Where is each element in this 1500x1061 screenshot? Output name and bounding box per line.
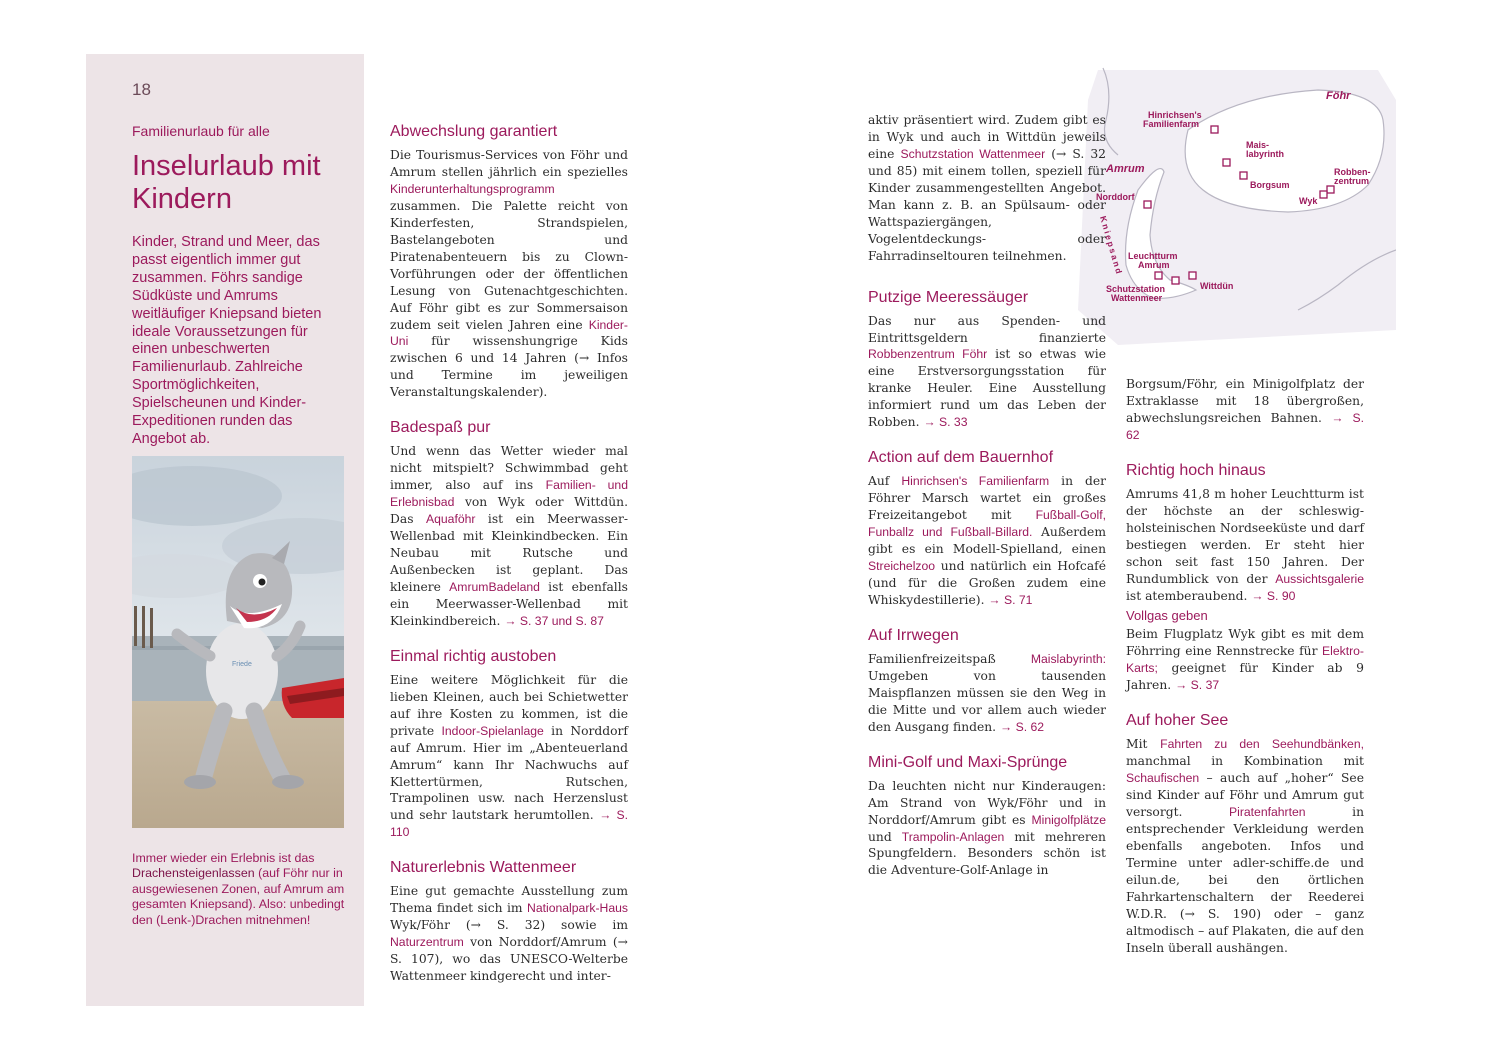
caption-text: Immer wieder ein Erlebnis ist das bbox=[132, 851, 315, 865]
highlight-link: Naturzentrum bbox=[390, 935, 464, 950]
highlight-link: Hinrichsen's Familienfarm bbox=[901, 474, 1050, 489]
highlight-link: Schaufischen bbox=[1126, 771, 1200, 786]
highlight-link: Nationalpark-Haus bbox=[527, 901, 628, 916]
highlight-link: Schutzstation Wattenmeer bbox=[900, 146, 1046, 161]
map-label-wyk: Wyk bbox=[1299, 196, 1318, 206]
map-label-borgsum: Borgsum bbox=[1250, 180, 1290, 190]
heading-hoch: Richtig hoch hinaus bbox=[1126, 461, 1266, 479]
page-number: 18 bbox=[132, 80, 151, 99]
page-reference: → S. 33 bbox=[923, 415, 968, 430]
highlight-link: Kinder-Uni bbox=[390, 317, 628, 349]
heading-abwechslung: Abwechslung garantiert bbox=[390, 123, 558, 140]
heading-austoben: Einmal richtig austoben bbox=[390, 647, 557, 665]
map-label-familienfarm: Familienfarm bbox=[1143, 119, 1200, 129]
paragraph-austoben: Eine weitere Möglichkeit für die lieben Kleinen, auch bei Schietwetter auf ihre Kosten zu kommen, ist die private Indoor-Spielanlage in Norddorf auf Amrum. Hier im „Abenteuerland Amrum“ kann Ihr Nachwuchs auf Klettertürmen, Rutschen, Trampolinen usw. nach Herzenslust und sehr lautstark herumtollen. → S. 110 bbox=[390, 672, 628, 840]
map-label-kniepsand: Kniepsand bbox=[1098, 214, 1125, 277]
paragraph-minigolf: Da leuchten nicht nur Kinderaugen: Am Strand von Wyk/Föhr und in Norddorf/Amrum gibt es Minigolfplätze und Trampolin-Anlagen mit mehreren Spungfeldern. Besonders schön ist die Adventure-Golf-Anlage in bbox=[868, 778, 1106, 878]
column-1 bbox=[390, 121, 628, 985]
section-kicker: Familienurlaub für alle bbox=[132, 123, 270, 139]
map-marker-wyk bbox=[1320, 191, 1327, 198]
map-label-wattenmeer: Wattenmeer bbox=[1111, 293, 1163, 303]
heading-badespass: Badespaß pur bbox=[390, 419, 491, 437]
map-marker-robbenzentrum bbox=[1327, 186, 1334, 193]
map-marker-hinrichsen bbox=[1211, 126, 1218, 133]
highlight-link: Minigolfplätze bbox=[1031, 812, 1106, 827]
map-graphic bbox=[1078, 60, 1396, 350]
page-reference: → S. 37 und S. 87 bbox=[504, 613, 604, 628]
column-3 bbox=[1126, 376, 1364, 957]
highlight-link: Fußball-Golf, Funballz und Fußball-Billard. bbox=[868, 508, 1106, 540]
page-title: Inselurlaub mit Kindern bbox=[132, 150, 321, 215]
heading-putzig: Putzige Meeressäuger bbox=[868, 288, 1029, 306]
heading-minigolf: Mini-Golf und Maxi-Sprünge bbox=[868, 753, 1068, 771]
paragraph-putzig: Das nur aus Spenden- und Eintrittsgeldern finanzierte Robbenzentrum Föhr ist so etwas wie eine Erstversorgungsstation für kranke Heuler. Eine Ausstellung informiert rund um das Leben der Robben. → S. 33 bbox=[868, 313, 1106, 430]
heading-see: Auf hoher See bbox=[1126, 712, 1229, 730]
paragraph-abwechslung: Die Tourismus-Services von Föhr und Amrum stellen jährlich ein spezielles Kinderunterhaltungsprogramm zusammen. Die Palette reicht von Kinderfesten, Strandspielen, Bastelangeboten und Piratenabenteuern bis zu Clown-Vorführungen oder der öffentlichen Lesung von Gutenachtgeschichten. Auf Föhr gibt es zur Sommersaison zudem seit vielen Jahren eine Kinder-Uni für wissenshungrige Kids zwischen 6 und 14 Jahren (→ Infos und Termine im jeweiligen Veranstaltungskalender). bbox=[390, 148, 628, 400]
highlight-link: Robbenzentrum Föhr bbox=[868, 347, 988, 362]
paragraph-irrwege: Familienfreizeitspaß Maislabyrinth: Umgeben von tausenden Maispflanzen müssen sie den Weg in die Mitte und vor allem auch wieder den Ausgang finden. → S. 62 bbox=[868, 651, 1106, 734]
highlight-link: Maislabyrinth: bbox=[1030, 651, 1106, 666]
highlight-link: Fahrten zu den Seehundbänken, bbox=[1160, 737, 1364, 752]
caption-text-end: (auf Föhr nur in ausgewiesenen Zonen, auf Amrum am gesamten Kniepsand). Also: unbedingt den (Lenk-)Drachen mitnehmen! bbox=[132, 866, 345, 927]
map-label-norddorf: Norddorf bbox=[1096, 192, 1135, 202]
island-map bbox=[1078, 60, 1396, 350]
subheading-vollgas: Vollgas geben bbox=[1126, 608, 1208, 624]
page-reference: → S. 110 bbox=[390, 808, 628, 840]
paragraph-badespass: Und wenn das Wetter wieder mal nicht mitspielt? Schwimmbad geht immer, also auf ins Familien- und Erlebnisbad von Wyk oder Wittdün. Das Aquaföhr ist ein Meerwasser-Wellenbad mit Kleinkindbecken. Ein Neubau mit Rutsche und Außenbecken ist geplant. Das kleinere AmrumBadeland ist ebenfalls ein Meerwasser-Wellenbad mit Kleinkindbereich. → S. 37 und S. 87 bbox=[390, 444, 628, 628]
map-label-leuchtturm: Leuchtturm bbox=[1128, 251, 1178, 261]
map-marker-maislabyrinth bbox=[1223, 159, 1230, 166]
page-reference: → S. 62 bbox=[1000, 719, 1045, 734]
highlight-link: Piratenfahrten bbox=[1229, 805, 1306, 820]
map-marker-leuchtturm bbox=[1155, 272, 1162, 279]
mascot-illustration bbox=[132, 456, 344, 828]
map-marker-wittduen bbox=[1189, 272, 1196, 279]
highlight-link: Kinderunterhaltungsprogramm bbox=[390, 181, 555, 196]
map-marker-borgsum bbox=[1240, 172, 1247, 179]
sidebar-panel bbox=[86, 54, 364, 1006]
page-reference: → S. 90 bbox=[1251, 588, 1296, 603]
paragraph-hoch: Amrums 41,8 m hoher Leuchtturm ist der höchste an der schleswig-holsteinischen Nordseeküste und darf bestiegen werden. Er steht hier schon seit fast 150 Jahren. Der Rundumblick von der Aussichtsgalerie ist atemberaubend. → S. 90 bbox=[1126, 486, 1364, 603]
map-label-foehr: Föhr bbox=[1326, 90, 1351, 102]
mascot-beach-photo bbox=[132, 456, 344, 828]
highlight-link: Aquaföhr bbox=[425, 512, 476, 527]
page-reference: → S. 37 bbox=[1175, 678, 1220, 693]
highlight-link: Aussichtsgalerie bbox=[1275, 571, 1364, 586]
photo-caption bbox=[132, 851, 350, 928]
highlight-link: Streichelzoo bbox=[868, 559, 936, 574]
map-label-zentrum: zentrum bbox=[1334, 176, 1370, 186]
intro-text: Kinder, Strand und Meer, das passt eigentlich immer gut zusammen. Föhrs sandige Südküste und Amrums weitläufiger Kniepsand bieten ideale Voraussetzungen für einen unbeschwerten Familienurlaub. Zahlreiche Sportmöglichkeiten, Spielscheunen und Kinder-Expeditionen runden das Angebot ab. bbox=[132, 234, 322, 447]
map-label-mais: Mais- bbox=[1246, 140, 1270, 150]
caption-highlight: Drachensteigenlassen bbox=[132, 866, 255, 881]
paragraph-vollgas: Beim Flugplatz Wyk gibt es mit dem Föhrring eine Rennstrecke für Elektro-Karts; geeignet für Kinder ab 9 Jahren. → S. 37 bbox=[1126, 627, 1364, 693]
highlight-link: Elektro-Karts; bbox=[1126, 644, 1364, 676]
map-label-labyrinth: labyrinth bbox=[1246, 149, 1285, 159]
highlight-link: AmrumBadeland bbox=[449, 579, 540, 594]
heading-naturerlebnis: Naturerlebnis Wattenmeer bbox=[390, 859, 577, 877]
paragraph-continued: aktiv präsentiert wird. Zudem gibt es in Wyk und auch in Wittdün jeweils eine Schutzstation Wattenmeer (→ S. 32 und 85) mit einem tollen, speziell für Kinder zusammengestellten Angebot. Man kann z. B. an Spülsaum- oder Wattspaziergängen, Vogelentdeckungs- oder Fahrradinseltouren teilnehmen. bbox=[868, 113, 1106, 263]
highlight-link: Familien- und Erlebnisbad bbox=[390, 478, 628, 510]
map-label-schutzstation: Schutzstation bbox=[1106, 284, 1166, 294]
mascot-badge-text: Friede bbox=[232, 661, 252, 668]
page-reference: → S. 62 bbox=[1126, 410, 1364, 442]
map-marker-schutzstation bbox=[1172, 277, 1179, 284]
paragraph-naturerlebnis: Eine gut gemachte Ausstellung zum Thema findet sich im Nationalpark-Haus Wyk/Föhr (→ S. 32) sowie im Naturzentrum von Norddorf/Amrum (→ S. 107), wo das UNESCO-Welterbe Wattenmeer kindgerecht und inter- bbox=[390, 884, 628, 984]
paragraph-bauernhof: Auf Hinrichsen's Familienfarm in der Föhrer Marsch wartet ein großes Freizeitangebot mit Fußball-Golf, Funballz und Fußball-Billard. Außerdem gibt es ein Modell-Spielland, einen Streichelzoo und natürlich ein Hofcafé (und für die Großen zudem eine Whiskydestillerie). → S. 71 bbox=[868, 474, 1106, 607]
highlight-link: Indoor-Spielanlage bbox=[441, 723, 544, 738]
map-marker-norddorf bbox=[1144, 201, 1151, 208]
map-label-hinrichsen: Hinrichsen's bbox=[1148, 110, 1202, 120]
heading-irrwege: Auf Irrwegen bbox=[868, 626, 959, 644]
map-label-robben: Robben- bbox=[1334, 167, 1371, 177]
heading-bauernhof: Action auf dem Bauernhof bbox=[868, 449, 1054, 467]
map-label-amrum: Amrum bbox=[1106, 163, 1145, 175]
paragraph-minigolf-continued: Borgsum/Föhr, ein Minigolfplatz der Extraklasse mit 18 übergroßen, abwechslungsreichen Bahnen. → S. 62 bbox=[1126, 377, 1364, 442]
map-label-leuchtturm-amrum: Amrum bbox=[1138, 260, 1170, 270]
page-reference: → S. 71 bbox=[988, 592, 1033, 607]
paragraph-see: Mit Fahrten zu den Seehundbänken, manchmal in Kombination mit Schaufischen – auch auf „hoher“ See sind Kinder auf Föhr und Amrum gut versorgt. Piratenfahrten in entsprechender Verkleidung werden ebenfalls angeboten. Infos und Termine unter adler-schiffe.de und eilun.de, bei den örtlichen Fahrkartenschaltern der Reederei W.D.R. (→ S. 190) oder – ganz altmodisch – auf Plakaten, die auf den Inseln überall aushängen. bbox=[1126, 737, 1364, 955]
column-2 bbox=[868, 112, 1106, 879]
highlight-link: Trampolin-Anlagen bbox=[901, 829, 1005, 844]
map-label-wittduen: Wittdün bbox=[1200, 281, 1234, 291]
